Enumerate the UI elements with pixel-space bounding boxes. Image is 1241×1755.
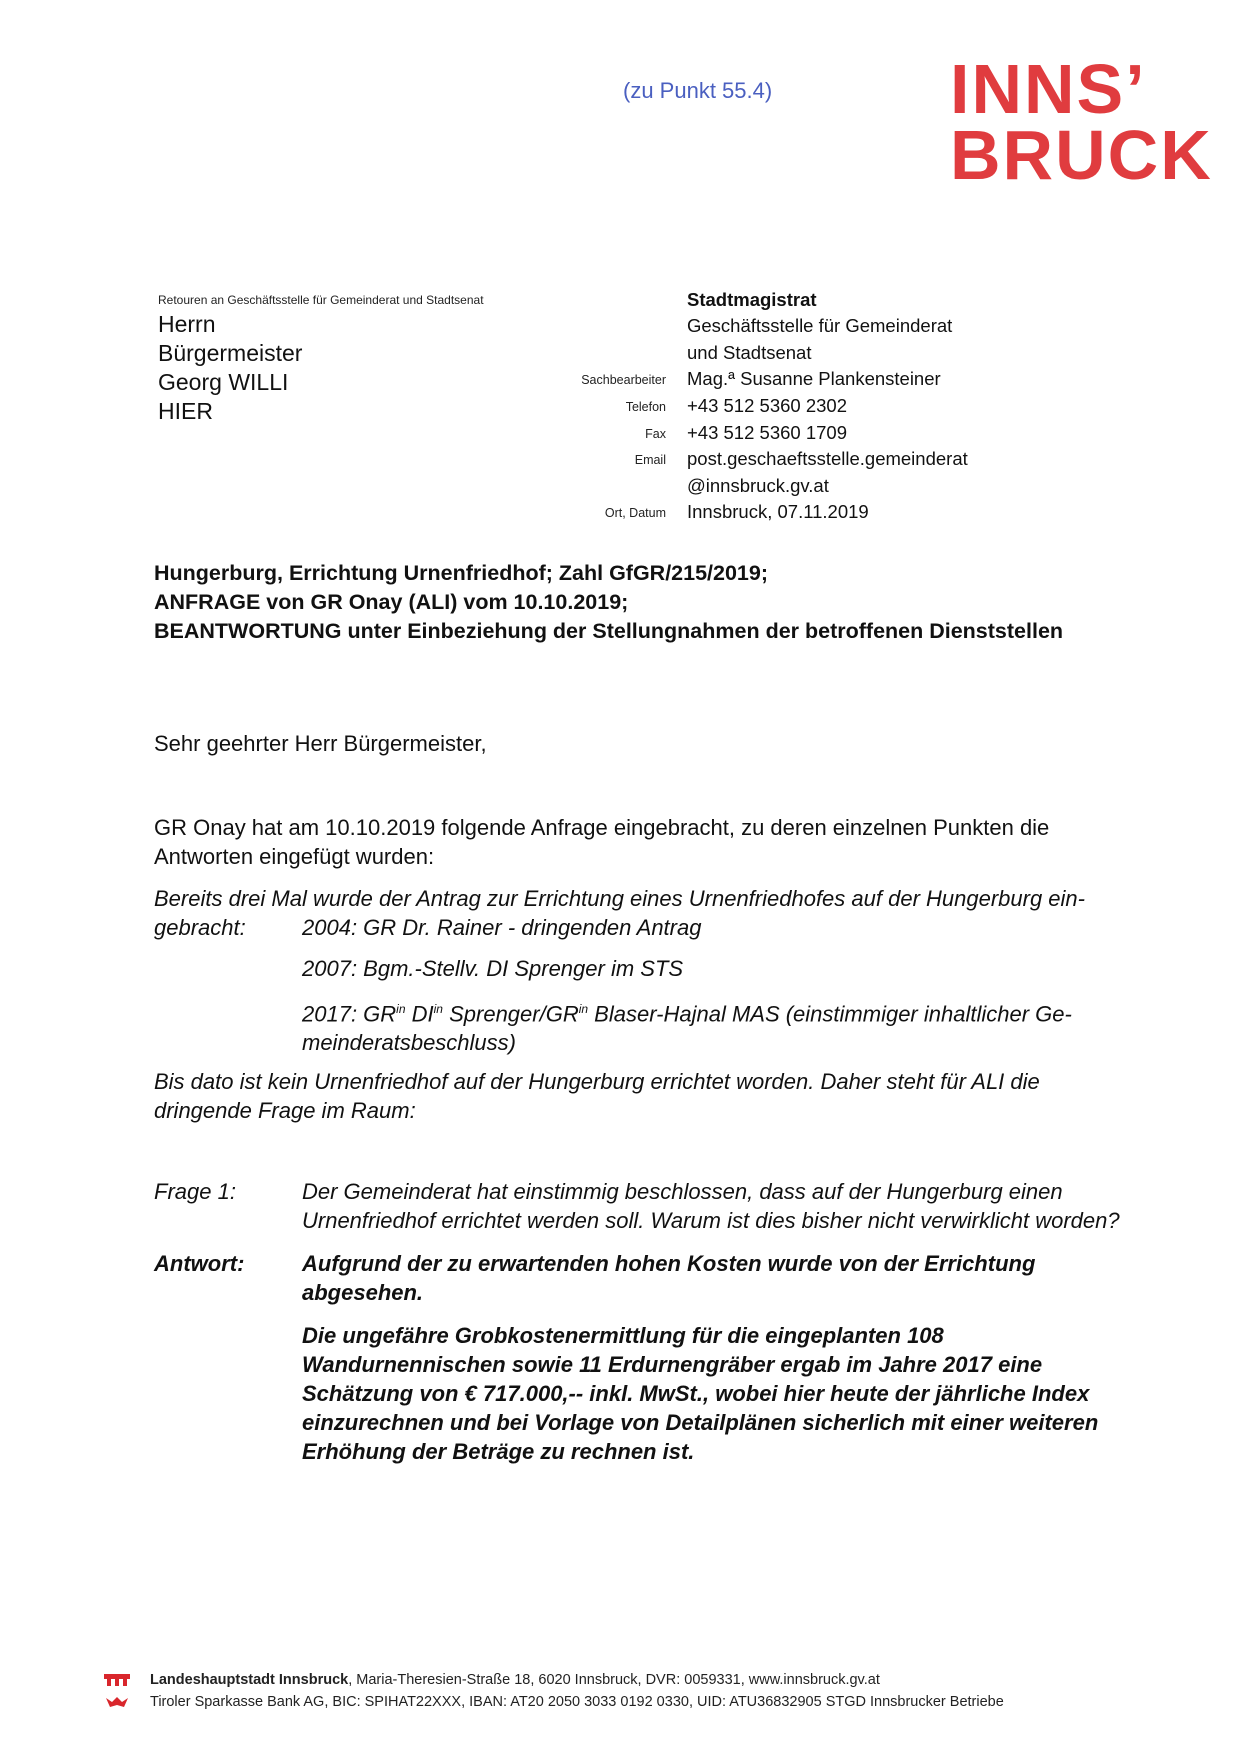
logo-line-1: INNS’	[950, 50, 1147, 128]
email-value-domain: @innsbruck.gv.at	[687, 474, 829, 496]
history-text: DI	[405, 1001, 434, 1027]
question-label: Frage 1:	[154, 1179, 236, 1204]
clerk-label: Sachbearbeiter	[581, 373, 666, 388]
sender-department: Geschäftsstelle für Gemeinderat	[687, 315, 953, 337]
recipient-address	[158, 310, 302, 426]
recipient-line: Bürgermeister	[158, 340, 303, 366]
footer-address: , Maria-Theresien-Straße 18, 6020 Innsbruck, DVR: 0059331, www.innsbruck.gv.at	[348, 1672, 880, 1688]
footer-city: Landeshauptstadt Innsbruck	[150, 1672, 349, 1688]
intro-paragraph: GR Onay hat am 10.10.2019 folgende Anfrage eingebracht, zu deren einzelnen Punkten die Antworten eingefügt wurden:	[154, 815, 1050, 869]
clerk-value: Mag.ª Susanne Plankensteiner	[687, 368, 941, 390]
footer-bank: Tiroler Sparkasse Bank AG, BIC: SPIHAT22XXX, IBAN: AT20 2050 3033 0192 0330, UID: ATU36832905 STGD Innsbrucker Betriebe	[150, 1694, 1004, 1710]
fax-value: +43 512 5360 1709	[687, 421, 847, 443]
sender-block	[420, 284, 1200, 523]
quote-outro: Bis dato ist kein Urnenfriedhof auf der Hungerburg errichtet worden. Daher steht für ALI die dringende Frage im Raum:	[154, 1069, 1040, 1123]
subject-line-3: BEANTWORTUNG unter Einbeziehung der Stellungnahmen der betroffenen Dienststellen	[154, 619, 1064, 643]
reference-note: (zu Punkt 55.4)	[623, 78, 773, 103]
superscript: in	[396, 1002, 406, 1016]
history-text: 2017: GR	[302, 1001, 397, 1027]
date-value: Innsbruck, 07.11.2019	[687, 501, 869, 523]
eagle-crest-icon	[104, 1694, 130, 1710]
history-text: Sprenger/GR	[442, 1001, 579, 1027]
email-value: post.geschaeftsstelle.gemeinderat	[687, 448, 968, 470]
recipient-line: HIER	[158, 398, 213, 424]
history-item: 2007: Bgm.-Stellv. DI Sprenger im STS	[302, 956, 684, 981]
logo-line-2: BRUCK	[950, 116, 1213, 194]
superscript: in	[433, 1002, 443, 1016]
salutation: Sehr geehrter Herr Bürgermeister,	[154, 731, 487, 756]
subject-line-2: ANFRAGE von GR Onay (ALI) vom 10.10.2019;	[154, 590, 629, 614]
innsbruck-logo	[950, 50, 1213, 194]
history-text: Blaser-Hajnal MAS (einstimmiger inhaltlicher Ge-meinderatsbeschluss)	[302, 1001, 1072, 1056]
question-text: Der Gemeinderat hat einstimmig beschlossen, dass auf der Hungerburg einen Urnenfriedhof errichtet werden soll. Warum ist dies bisher nicht verwirklicht worden?	[302, 1179, 1120, 1233]
recipient-line: Herrn	[158, 311, 216, 337]
answer-text: Aufgrund der zu erwartenden hohen Kosten wurde von der Errichtung abgesehen.	[302, 1251, 1036, 1305]
quote-intro: Bereits drei Mal wurde der Antrag zur Errichtung eines Urnenfriedhofes auf der Hungerburg ein-	[154, 886, 1085, 911]
superscript: in	[578, 1002, 589, 1016]
recipient-line: Georg WILLI	[158, 369, 289, 395]
history-item: 2004: GR Dr. Rainer - dringenden Antrag	[302, 915, 702, 940]
sender-department-2: und Stadtsenat	[687, 341, 812, 363]
phone-label: Telefon	[625, 399, 666, 414]
footer	[104, 1669, 1004, 1713]
email-label: Email	[634, 453, 666, 468]
subject-block	[154, 559, 1063, 646]
history-item	[302, 995, 1134, 1057]
city-crest-icon	[104, 1672, 130, 1688]
return-address-line: Retouren an Geschäftsstelle für Gemeinderat und Stadtsenat	[158, 293, 484, 307]
date-label: Ort, Datum	[604, 506, 666, 521]
fax-label: Fax	[645, 426, 666, 441]
sender-office: Stadtmagistrat	[687, 288, 817, 310]
phone-value: +43 512 5360 2302	[687, 394, 847, 416]
answer-label: Antwort:	[154, 1251, 245, 1276]
subject-line-1: Hungerburg, Errichtung Urnenfriedhof; Zahl GfGR/215/2019;	[154, 561, 769, 585]
answer-text-detail: Die ungefähre Grobkostenermittlung für die eingeplanten 108 Wandurnennischen sowie 11 Erdurnengräber ergab im Jahre 2017 eine Schätzung von € 717.000,-- inkl. MwSt., wobei hier heute der jährliche Index einzurechnen und bei Vorlage von Detailplänen sicherlich mit einer weiteren Erhöhung der Beträge zu rechnen ist.	[302, 1323, 1099, 1464]
quote-intro-continuation: gebracht:	[154, 915, 246, 940]
